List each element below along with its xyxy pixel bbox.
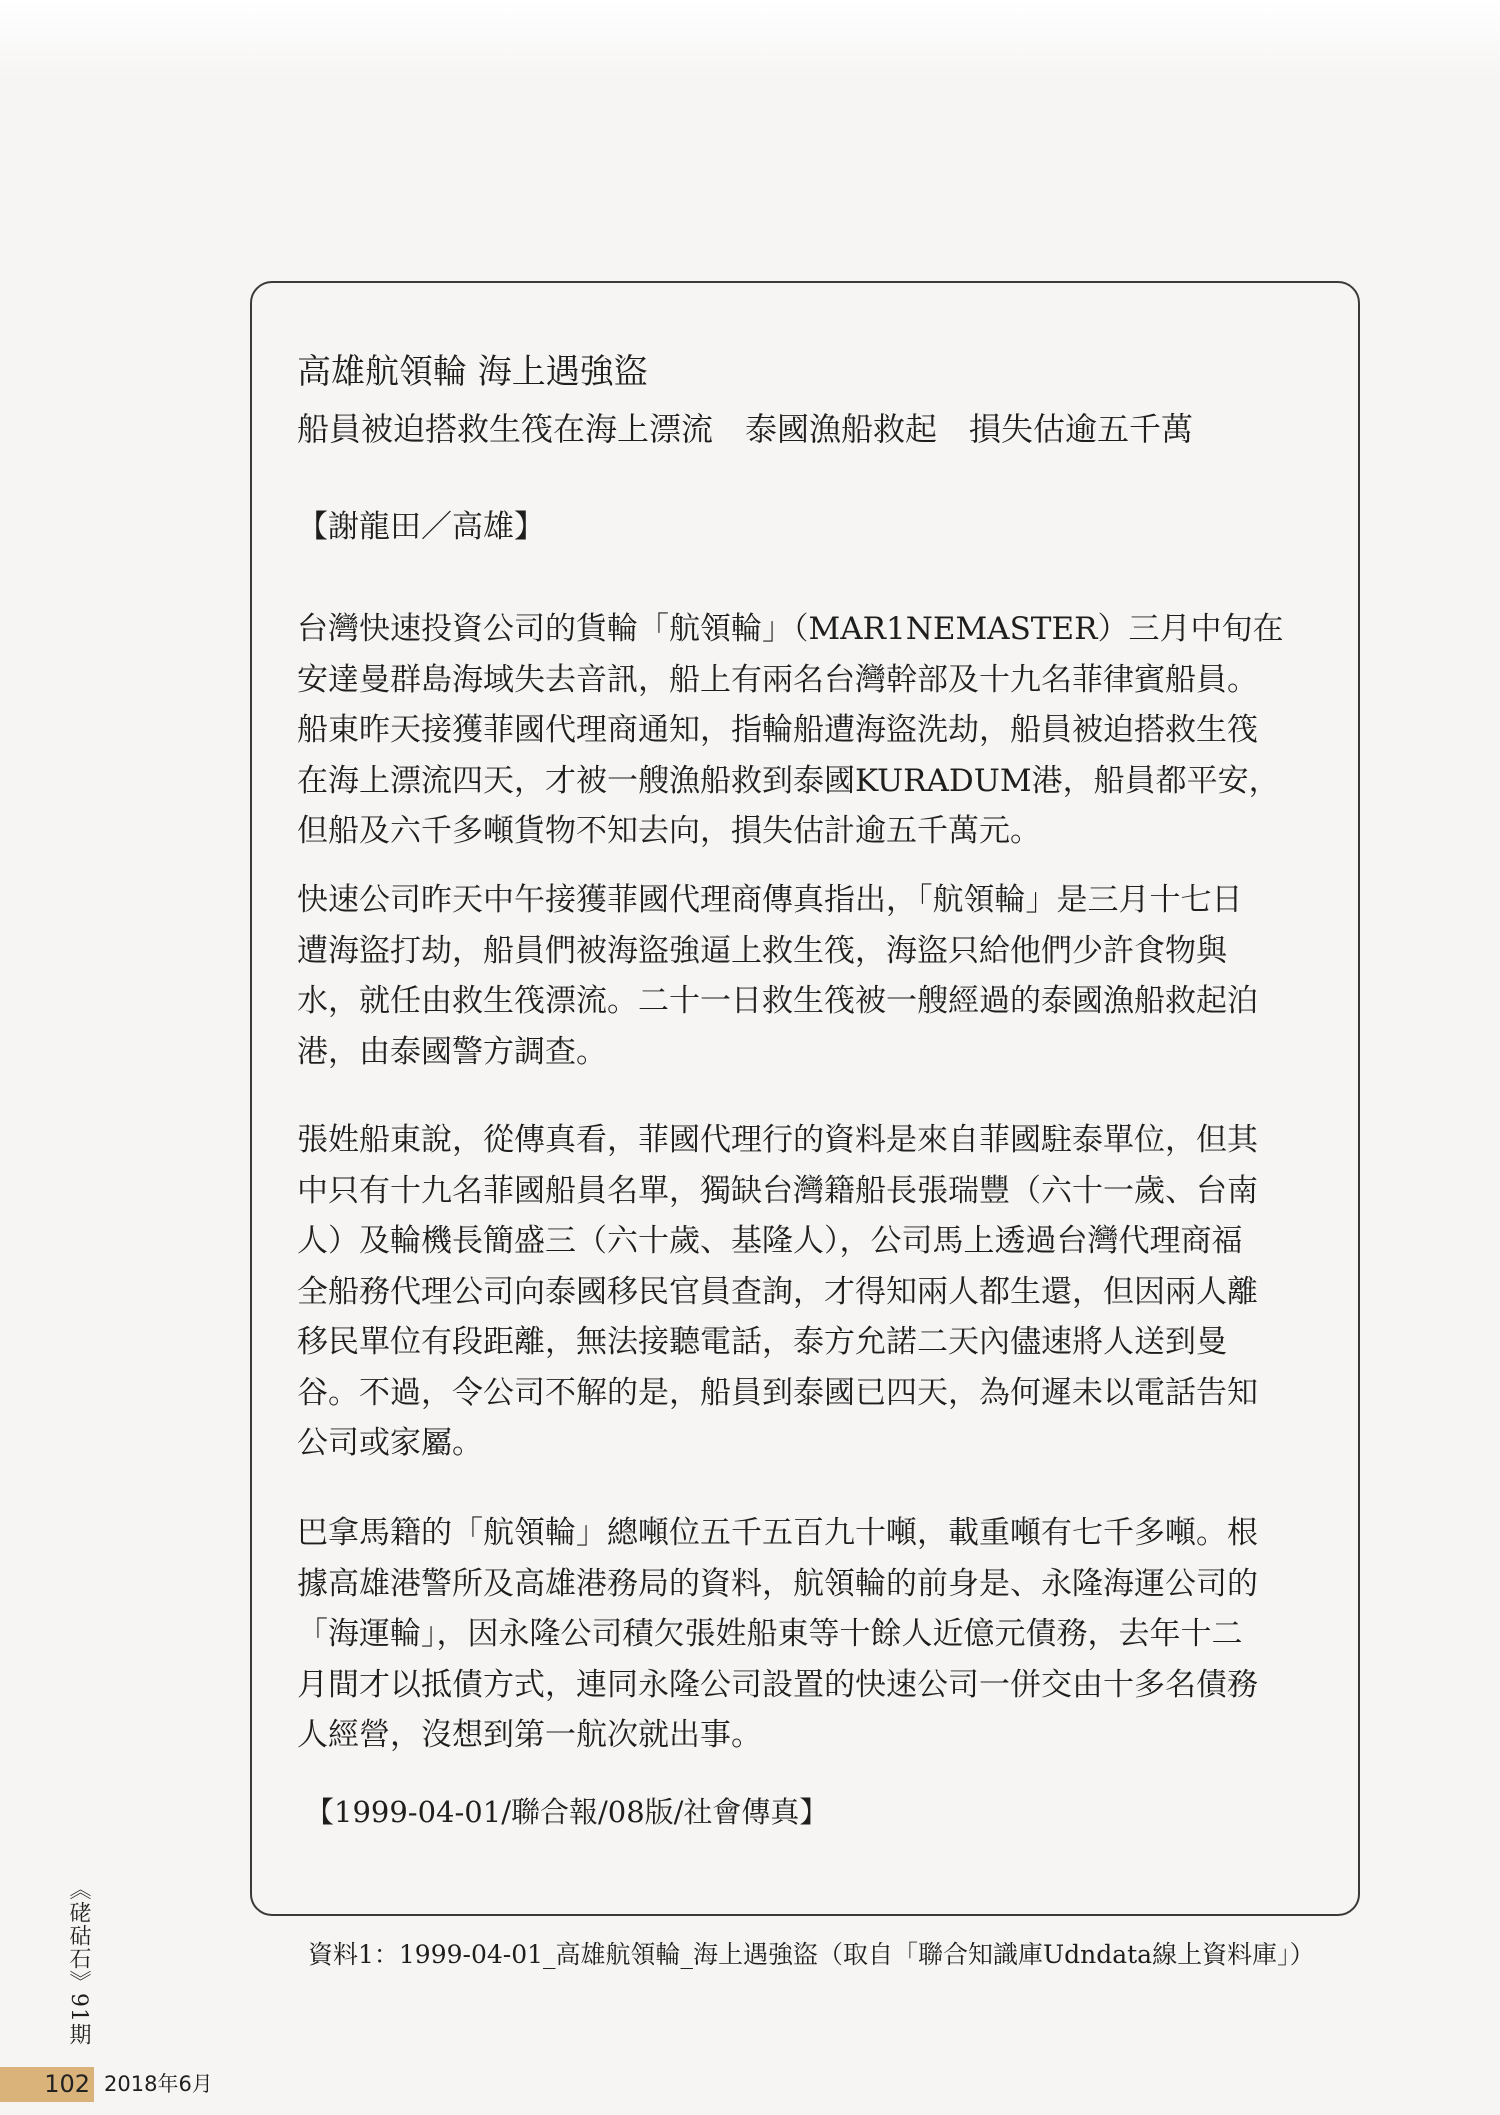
page-number: 102 <box>0 2067 94 2102</box>
paragraph-line: 快速公司昨天中午接獲菲國代理商傳真指出，「航領輪」是三月十七日 <box>297 882 1243 918</box>
article-paragraph-4 <box>297 1508 1327 1761</box>
article-source: 【1999-04-01/聯合報/08版/社會傳真】 <box>305 1795 829 1829</box>
paragraph-line: 月間才以抵債方式，連同永隆公司設置的快速公司一併交由十多名債務 <box>297 1666 1258 1703</box>
paragraph-line: 船東昨天接獲菲國代理商通知，指輪船遭海盜洗劫，船員被迫搭救生筏 <box>297 712 1258 748</box>
article-headline: 高雄航領輪 海上遇強盜 <box>297 352 648 392</box>
paragraph-line: 全船務代理公司向泰國移民官員查詢，才得知兩人都生還，但因兩人離 <box>297 1273 1258 1310</box>
paragraph-line: 在海上漂流四天，才被一艘漁船救到泰國KURADUM港，船員都平安， <box>297 762 1280 799</box>
paragraph-line: 據高雄港警所及高雄港務局的資料，航領輪的前身是、永隆海運公司的 <box>297 1565 1258 1602</box>
paragraph-line: 中只有十九名菲國船員名單，獨缺台灣籍船長張瑞豐（六十一歲、台南 <box>297 1172 1258 1209</box>
article-byline: 【謝龍田／高雄】 <box>297 509 545 545</box>
paragraph-line: 公司或家屬。 <box>297 1425 483 1461</box>
paragraph-line: 人）及輪機長簡盛三（六十歲、基隆人），公司馬上透過台灣代理商福 <box>297 1223 1243 1259</box>
paragraph-line: 水，就任由救生筏漂流。二十一日救生筏被一艘經過的泰國漁船救起泊 <box>297 983 1258 1019</box>
figure-caption: 資料1：1999-04-01_高雄航領輪_海上遇強盜（取自「聯合知識庫Udndata線上資料庫」） <box>308 1940 1315 1969</box>
paragraph-line: 遭海盜打劫，船員們被海盜強逼上救生筏，海盜只給他們少許食物與 <box>297 932 1227 969</box>
paragraph-line: 張姓船東說，從傳真看，菲國代理行的資料是來自菲國駐泰單位，但其 <box>297 1122 1258 1158</box>
paragraph-line: 安達曼群島海域失去音訊，船上有兩名台灣幹部及十九名菲律賓船員。 <box>297 661 1258 698</box>
paragraph-line: 港，由泰國警方調查。 <box>297 1033 607 1070</box>
article-paragraph-3 <box>297 1115 1327 1469</box>
paragraph-line: 但船及六千多噸貨物不知去向，損失估計逾五千萬元。 <box>297 813 1041 849</box>
page-top-edge <box>0 0 1500 80</box>
paragraph-line: 巴拿馬籍的「航領輪」總噸位五千五百九十噸，載重噸有七千多噸。根 <box>297 1515 1258 1551</box>
magazine-title-vertical: 《硓𥑮石》91期 <box>66 1878 91 2046</box>
issue-date: 2018年6月 <box>104 2072 213 2096</box>
paragraph-line: 人經營，沒想到第一航次就出事。 <box>297 1717 762 1753</box>
paragraph-line: 移民單位有段距離，無法接聽電話，泰方允諾二天內儘速將人送到曼 <box>297 1324 1227 1360</box>
article-paragraph-1 <box>297 604 1327 857</box>
paragraph-line: 「海運輪」，因永隆公司積欠張姓船東等十餘人近億元債務，去年十二 <box>297 1616 1243 1652</box>
paragraph-line: 台灣快速投資公司的貨輪「航領輪」（MAR1NEMASTER）三月中旬在 <box>297 611 1284 647</box>
article-paragraph-2 <box>297 875 1327 1077</box>
paragraph-line: 谷。不過，令公司不解的是，船員到泰國已四天，為何遲未以電話告知 <box>297 1374 1258 1411</box>
article-subheadline: 船員被迫搭救生筏在海上漂流 泰國漁船救起 損失估逾五千萬 <box>297 410 1194 448</box>
